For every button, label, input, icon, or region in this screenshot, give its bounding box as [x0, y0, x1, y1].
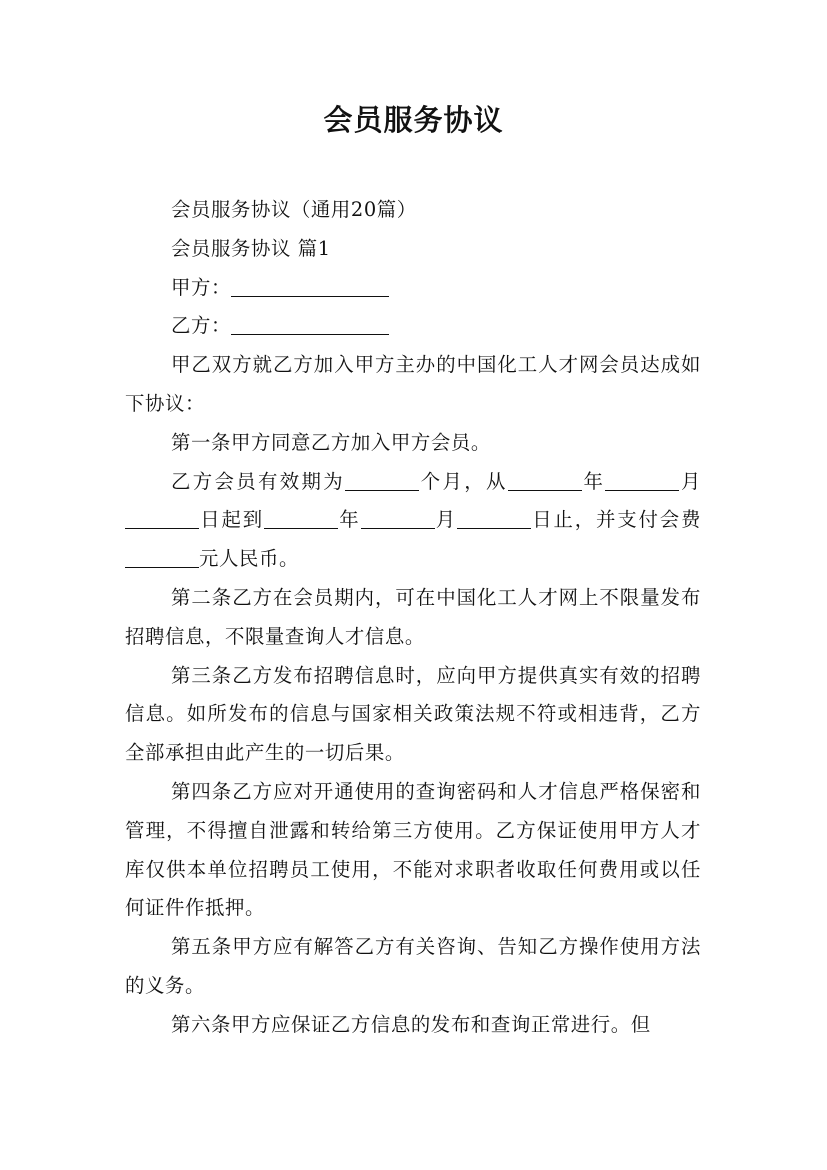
article-6: 第六条甲方应保证乙方信息的发布和查询正常进行。但	[171, 1012, 651, 1036]
validity-paragraph	[125, 463, 701, 579]
validity-text-4: 月	[679, 469, 701, 493]
party-a-label: 甲方：	[171, 275, 231, 299]
validity-text-3: 年	[581, 469, 606, 493]
start-year-blank	[508, 470, 582, 490]
article-2: 第二条乙方在会员期内，可在中国化工人才网上不限量发布招聘信息，不限量查询人才信息。	[125, 585, 701, 648]
article-4: 第四条乙方应对开通使用的查询密码和人才信息严格保密和管理，不得擅自泄露和转给第三方使用。乙方保证使用甲方人才库仅供本单位招聘员工使用，不能对求职者收取任何费用或以任何证件作抵押。	[125, 779, 701, 920]
start-day-blank	[125, 509, 199, 529]
end-day-blank	[457, 509, 531, 529]
intro-paragraph: 甲乙双方就乙方加入甲方主办的中国化工人才网会员达成如下协议：	[125, 353, 701, 415]
party-a-line	[125, 269, 701, 308]
validity-text-2: 个月，从	[418, 469, 508, 493]
document-title: 会员服务协议	[323, 103, 504, 137]
validity-text-5: 日起到	[199, 508, 264, 532]
validity-text-8: 日止，并支付会费	[531, 508, 701, 532]
party-b-blank	[231, 315, 389, 335]
start-month-blank	[605, 470, 679, 490]
end-year-blank	[264, 509, 338, 529]
article-1: 第一条甲方同意乙方加入甲方会员。	[171, 430, 491, 454]
months-blank	[345, 470, 419, 490]
validity-text-7: 月	[434, 508, 458, 532]
article-5: 第五条甲方应有解答乙方有关咨询、告知乙方操作使用方法的义务。	[125, 935, 701, 997]
party-b-label: 乙方：	[171, 314, 231, 338]
fee-blank	[125, 548, 199, 568]
party-b-line	[125, 307, 701, 346]
document-subtitle: 会员服务协议（通用20篇）	[171, 198, 417, 221]
document-body	[125, 191, 701, 1045]
party-a-blank	[231, 276, 389, 296]
validity-text-1: 乙方会员有效期为	[171, 469, 345, 493]
validity-text-6: 年	[338, 508, 361, 532]
section-heading: 会员服务协议 篇1	[171, 236, 331, 260]
end-month-blank	[361, 509, 435, 529]
validity-text-9: 元人民币。	[199, 547, 299, 571]
article-3: 第三条乙方发布招聘信息时，应向甲方提供真实有效的招聘信息。如所发布的信息与国家相关政策法规不符或相违背，乙方全部承担由此产生的一切后果。	[125, 663, 701, 765]
